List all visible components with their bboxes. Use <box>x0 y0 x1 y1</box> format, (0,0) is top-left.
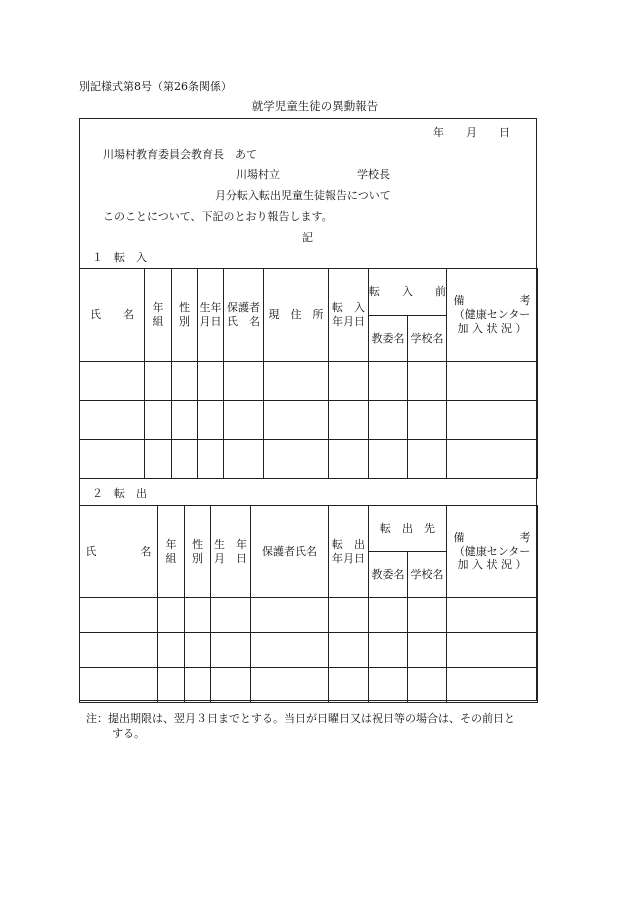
table-row <box>80 362 538 401</box>
out-header-sex: 性 別 <box>185 506 211 598</box>
entry-cell[interactable] <box>172 440 198 479</box>
table-row <box>80 401 538 440</box>
entry-cell[interactable] <box>145 440 172 479</box>
entry-cell[interactable] <box>369 633 408 668</box>
entry-cell[interactable] <box>447 362 538 401</box>
in-remarks-sub: （健康センター 加 入 状 況 ） <box>453 308 531 335</box>
out-header-grade: 年 組 <box>158 506 185 598</box>
entry-cell[interactable] <box>224 440 264 479</box>
entry-cell[interactable] <box>145 401 172 440</box>
entry-cell[interactable] <box>329 362 369 401</box>
entry-cell[interactable] <box>185 598 211 633</box>
entry-cell[interactable] <box>329 401 369 440</box>
in-header-school: 学校名 <box>408 316 447 362</box>
entry-cell[interactable] <box>158 668 185 703</box>
entry-cell[interactable] <box>369 362 408 401</box>
form-number: 別記様式第8号（第26条関係） <box>79 80 232 93</box>
entry-cell[interactable] <box>329 440 369 479</box>
transfer-in-title: １ 転 入 <box>92 251 147 264</box>
entry-cell[interactable] <box>264 362 329 401</box>
entry-cell[interactable] <box>198 401 224 440</box>
out-remarks-sub: （健康センター 加 入 状 況 ） <box>453 544 531 572</box>
entry-cell[interactable] <box>447 633 538 668</box>
body-text: このことについて、下記のとおり報告します。 <box>103 210 333 223</box>
in-header-sex: 性 別 <box>172 269 198 362</box>
table-row <box>80 440 538 479</box>
entry-cell[interactable] <box>264 440 329 479</box>
ki-label: 記 <box>302 231 313 244</box>
sender: 川場村立 学校長 <box>236 168 390 181</box>
entry-cell[interactable] <box>408 401 447 440</box>
entry-cell[interactable] <box>369 598 408 633</box>
document-title: 就学児童生徒の異動報告 <box>251 99 379 113</box>
out-header-name: 氏 名 <box>80 506 158 598</box>
entry-cell[interactable] <box>408 598 447 633</box>
in-header-address: 現 住 所 <box>264 269 329 362</box>
entry-cell[interactable] <box>80 668 158 703</box>
entry-cell[interactable] <box>224 401 264 440</box>
out-header-remarks <box>447 506 538 598</box>
entry-cell[interactable] <box>198 362 224 401</box>
entry-cell[interactable] <box>264 401 329 440</box>
entry-cell[interactable] <box>251 668 329 703</box>
entry-cell[interactable] <box>198 440 224 479</box>
entry-cell[interactable] <box>80 633 158 668</box>
entry-cell[interactable] <box>408 362 447 401</box>
out-header-birth: 生 年 月 日 <box>211 506 251 598</box>
entry-cell[interactable] <box>211 633 251 668</box>
entry-cell[interactable] <box>80 440 145 479</box>
subject: 月分転入転出児童生徒報告について <box>215 189 391 202</box>
date-line: 年 月 日 <box>433 126 510 139</box>
entry-cell[interactable] <box>185 633 211 668</box>
entry-cell[interactable] <box>211 598 251 633</box>
entry-cell[interactable] <box>408 440 447 479</box>
out-header-guardian: 保護者氏名 <box>251 506 329 598</box>
footnote-line-1: 注：提出期限は、翌月３日までとする。当日が日曜日又は祝日等の場合は、その前日と <box>86 712 515 725</box>
transfer-in-table <box>79 268 538 479</box>
out-header-destination: 転 出 先 <box>369 506 447 552</box>
entry-cell[interactable] <box>447 440 538 479</box>
entry-cell[interactable] <box>224 362 264 401</box>
entry-cell[interactable] <box>251 633 329 668</box>
in-header-guardian: 保護者 氏 名 <box>224 269 264 362</box>
entry-cell[interactable] <box>172 401 198 440</box>
entry-cell[interactable] <box>447 401 538 440</box>
transfer-out-table <box>79 505 538 703</box>
entry-cell[interactable] <box>251 598 329 633</box>
out-header-board: 教委名 <box>369 552 408 598</box>
entry-cell[interactable] <box>329 598 369 633</box>
entry-cell[interactable] <box>80 362 145 401</box>
entry-cell[interactable] <box>80 598 158 633</box>
entry-cell[interactable] <box>447 668 538 703</box>
addressee: 川場村教育委員会教育長 あて <box>103 148 257 161</box>
entry-cell[interactable] <box>329 633 369 668</box>
entry-cell[interactable] <box>211 668 251 703</box>
entry-cell[interactable] <box>369 668 408 703</box>
entry-cell[interactable] <box>172 362 198 401</box>
out-remarks-title: 備 考 <box>453 530 531 544</box>
entry-cell[interactable] <box>185 668 211 703</box>
in-header-grade: 年 組 <box>145 269 172 362</box>
in-header-board: 教委名 <box>369 316 408 362</box>
table-row <box>80 668 538 703</box>
in-remarks-title: 備 考 <box>453 294 531 308</box>
entry-cell[interactable] <box>80 401 145 440</box>
entry-cell[interactable] <box>329 668 369 703</box>
out-header-date: 転 出 年月日 <box>329 506 369 598</box>
transfer-out-title: ２ 転 出 <box>92 487 147 500</box>
entry-cell[interactable] <box>408 668 447 703</box>
entry-cell[interactable] <box>369 440 408 479</box>
footnote-line-2: する。 <box>112 727 145 740</box>
entry-cell[interactable] <box>158 633 185 668</box>
table-row <box>80 633 538 668</box>
entry-cell[interactable] <box>145 362 172 401</box>
in-header-name: 氏 名 <box>80 269 145 362</box>
in-header-previous: 転 入 前 <box>369 269 447 316</box>
in-header-date: 転 入 年月日 <box>329 269 369 362</box>
in-header-remarks <box>447 269 538 362</box>
entry-cell[interactable] <box>369 401 408 440</box>
in-header-birth: 生年 月日 <box>198 269 224 362</box>
table-row <box>80 598 538 633</box>
entry-cell[interactable] <box>447 598 538 633</box>
entry-cell[interactable] <box>158 598 185 633</box>
entry-cell[interactable] <box>408 633 447 668</box>
out-header-school: 学校名 <box>408 552 447 598</box>
